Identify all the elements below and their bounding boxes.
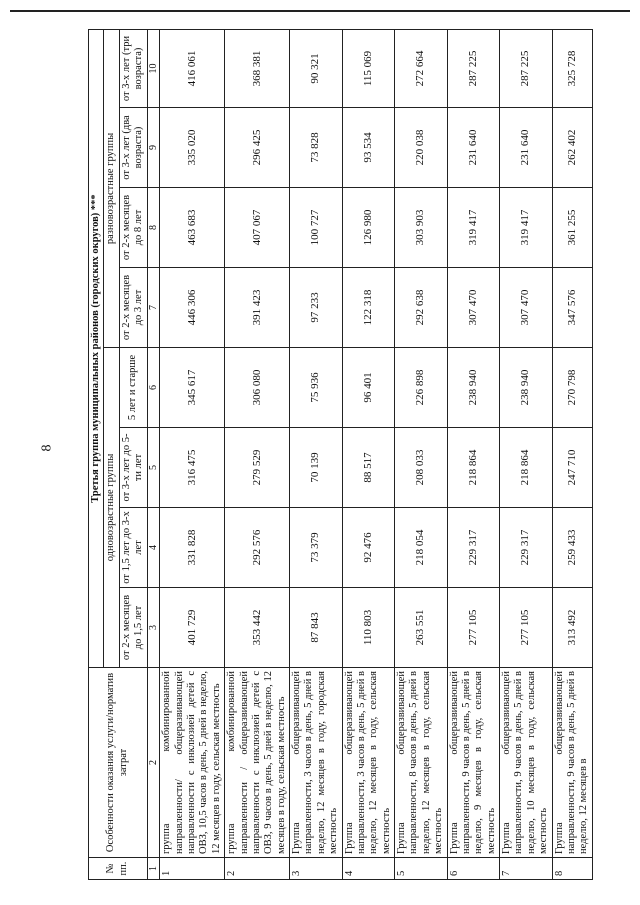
cost-value: 97 233 [290,268,343,348]
row-number: 6 [447,858,500,880]
cost-value: 361 255 [552,188,592,268]
row-number: 5 [395,858,448,880]
cost-value: 347 576 [552,268,592,348]
cost-value: 88 517 [342,428,395,508]
table-row [552,30,592,880]
row-description: Группа общеразвивающей направленности, 8 часов в день, 5 дней в неделю, 12 месяцев в году, сельская местность [395,668,448,858]
row-description: Группа общеразвивающей направленности, 9 часов в день, 5 дней в неделю, 10 месяцев в году, сельская местность [500,668,553,858]
index-cell: 2 [147,668,160,858]
index-cell: 4 [147,508,160,588]
cost-value: 463 683 [160,188,225,268]
cost-value: 75 936 [290,348,343,428]
cost-value: 292 638 [395,268,448,348]
cost-value: 87 843 [290,588,343,668]
cost-value: 238 940 [447,348,500,428]
row-number: 8 [552,858,592,880]
table-row [225,30,290,880]
cost-value: 272 664 [395,30,448,108]
row-description: Группа общеразвивающей направленности, 9 часов в день, 5 дней в неделю, 9 месяцев в году, сельская местность [447,668,500,858]
cost-value: 306 080 [225,348,290,428]
cost-value: 319 417 [447,188,500,268]
cost-value: 92 476 [342,508,395,588]
row-description: группа комбинированной направленности / общеразвивающей направленности с инклюзией детей с ОВЗ, 9 часов в день, 5 дней в неделю, 12 месяцев в году, сельская местность [225,668,290,858]
cost-value: 391 423 [225,268,290,348]
cost-value: 416 061 [160,30,225,108]
cost-value: 220 038 [395,108,448,188]
cost-value: 218 864 [447,428,500,508]
cost-value: 319 417 [500,188,553,268]
cost-value: 238 940 [500,348,553,428]
table-row [395,30,448,880]
cost-value: 407 067 [225,188,290,268]
cost-value: 368 381 [225,30,290,108]
cost-value: 277 105 [447,588,500,668]
index-cell: 10 [147,30,160,108]
cost-value: 208 033 [395,428,448,508]
cost-value: 100 727 [290,188,343,268]
cost-value: 70 139 [290,428,343,508]
cost-value: 110 803 [342,588,395,668]
header-sub: от 2-х месяцев до 8 лет [119,188,147,268]
cost-value: 73 828 [290,108,343,188]
index-cell: 1 [147,858,160,880]
row-description: группа комбинированной направленности/ общеразвивающей направленности с инклюзией детей с ОВЗ, 10,5 часов в день, 5 дней в неделю, 12 месяцев в году, сельская местность [160,668,225,858]
cost-value: 335 020 [160,108,225,188]
cost-value: 218 864 [500,428,553,508]
cost-value: 259 433 [552,508,592,588]
cost-value: 73 379 [290,508,343,588]
row-number: 2 [225,858,290,880]
header-sub: от 2-х месяцев до 3 лет [119,268,147,348]
cost-value: 262 402 [552,108,592,188]
norms-table [88,29,593,880]
row-number: 4 [342,858,395,880]
cost-value: 218 054 [395,508,448,588]
header-sub: от 3-х лет до 5-ти лет [119,428,147,508]
table-row [342,30,395,880]
cost-value: 401 729 [160,588,225,668]
header-sub: 5 лет и старше [119,348,147,428]
cost-value: 287 225 [447,30,500,108]
cost-value: 231 640 [500,108,553,188]
header-same-age: одновозрастные группы [104,348,119,668]
index-cell: 6 [147,348,160,428]
index-cell: 7 [147,268,160,348]
cost-value: 115 069 [342,30,395,108]
cost-value: 292 576 [225,508,290,588]
cost-value: 296 425 [225,108,290,188]
cost-value: 90 321 [290,30,343,108]
header-num: № пп. [89,858,148,880]
cost-value: 263 551 [395,588,448,668]
cost-value: 325 728 [552,30,592,108]
row-number: 7 [500,858,553,880]
row-description: Группа общеразвивающей направленности, 9 часов в день, 5 дней в неделю, 12 месяцев в [552,668,592,858]
cost-value: 277 105 [500,588,553,668]
table-body [160,30,592,880]
cost-value: 353 442 [225,588,290,668]
cost-value: 231 640 [447,108,500,188]
cost-value: 96 401 [342,348,395,428]
cost-value: 307 470 [447,268,500,348]
cost-value: 313 492 [552,588,592,668]
index-cell: 8 [147,188,160,268]
header-sub: от 1,5 лет до 3-х лет [119,508,147,588]
top-rule [10,10,630,12]
cost-value: 229 317 [500,508,553,588]
table-row [160,30,225,880]
cost-value: 316 475 [160,428,225,508]
table-row [500,30,553,880]
page-number: 8 [39,444,55,452]
row-number: 3 [290,858,343,880]
cost-value: 307 470 [500,268,553,348]
cost-value: 270 798 [552,348,592,428]
rotated-table-wrapper [88,30,593,880]
row-description: Группа общеразвивающей направленности, 3 часов в день, 5 дней в неделю, 12 месяцев в году, сельская местность [342,668,395,858]
cost-value: 229 317 [447,508,500,588]
cost-value: 247 710 [552,428,592,508]
cost-value: 287 225 [500,30,553,108]
index-cell: 3 [147,588,160,668]
index-cell: 5 [147,428,160,508]
cost-value: 126 980 [342,188,395,268]
cost-value: 122 318 [342,268,395,348]
header-sub: от 2-х месяцев до 1,5 лет [119,588,147,668]
index-cell: 9 [147,108,160,188]
cost-value: 226 898 [395,348,448,428]
table-row [290,30,343,880]
cost-value: 446 306 [160,268,225,348]
table-row [447,30,500,880]
cost-value: 331 828 [160,508,225,588]
cost-value: 279 529 [225,428,290,508]
header-mixed-age: разновозрастные группы [104,30,119,348]
row-description: Группа общеразвивающей направленности, 3 часов в день, 5 дней в неделю, 12 месяцев в году, городская местность [290,668,343,858]
index-row [147,30,160,880]
header-group-title: Третья группа муниципальных районов (городских округов) *** [89,30,104,668]
cost-value: 93 534 [342,108,395,188]
header-sub: от 3-х лет (два возраста) [119,108,147,188]
header-sub: от 3-х лет (три возраста) [119,30,147,108]
cost-value: 303 903 [395,188,448,268]
cost-value: 345 617 [160,348,225,428]
header-features: Особенности оказания услуги/норматив затрат [89,668,148,858]
row-number: 1 [160,858,225,880]
